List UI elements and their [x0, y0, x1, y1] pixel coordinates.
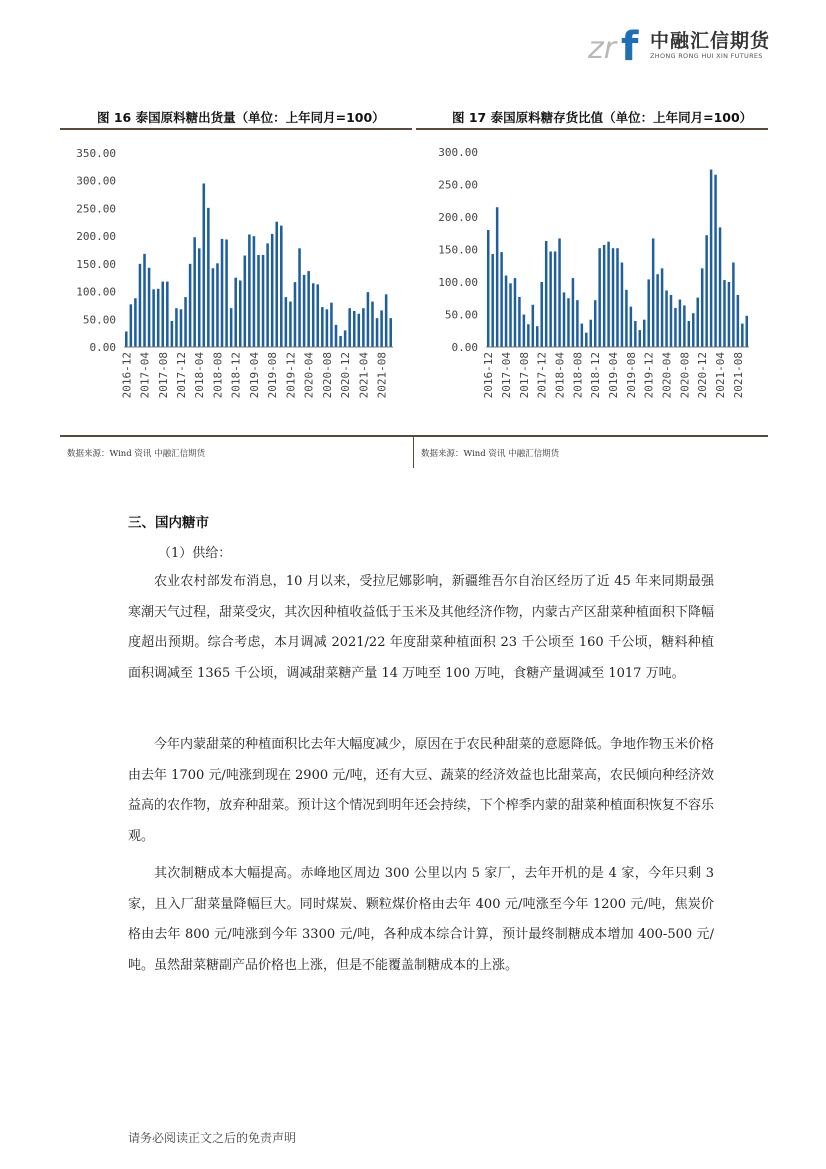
bar	[540, 282, 543, 347]
bar	[688, 321, 691, 347]
bar	[130, 304, 133, 347]
x-tick-label: 2016-12	[120, 352, 134, 399]
bar	[746, 316, 749, 347]
bar	[505, 276, 508, 348]
bar	[280, 226, 283, 347]
bar	[294, 282, 297, 347]
y-tick-label: 350.00	[76, 147, 116, 160]
bar	[625, 290, 628, 347]
x-tick-label: 2019-04	[247, 352, 261, 399]
y-tick-label: 50.00	[82, 313, 116, 327]
svg-text:f: f	[621, 24, 639, 66]
x-tick-label: 2019-08	[266, 352, 280, 399]
y-tick-label: 300.00	[76, 174, 116, 188]
bar	[549, 251, 552, 347]
bar	[321, 307, 324, 347]
bar	[157, 289, 160, 347]
chart-17-thai-raw-sugar-inventory-ratio	[418, 140, 768, 430]
y-tick-label: 250.00	[438, 178, 478, 192]
x-tick-label: 2020-04	[302, 352, 316, 399]
bar	[670, 295, 673, 347]
bar	[316, 284, 319, 347]
bar	[203, 183, 206, 347]
bar	[285, 297, 288, 347]
bar	[585, 333, 588, 347]
bar	[532, 305, 535, 347]
bar	[679, 300, 682, 347]
bar	[732, 263, 735, 348]
bar	[367, 292, 370, 347]
bar	[728, 282, 731, 347]
bar	[184, 297, 187, 347]
paragraph-2: 今年内蒙甜菜的种植面积比去年大幅度减少，原因在于农民种甜菜的意愿降低。争地作物玉米价格由去年 1700 元/吨涨到现在 2900 元/吨，还有大豆、蔬菜的经济效益也比甜菜高，农民倾向种经济效益高的农作物，放弃种甜菜。预计这个情况到明年还会持续，下个榨季内蒙的甜菜种植面积恢复不容乐观。	[128, 737, 714, 845]
x-tick-label: 2018-04	[553, 352, 567, 399]
bar	[248, 234, 251, 347]
bar	[326, 309, 329, 347]
bar	[527, 324, 530, 347]
bar	[189, 264, 192, 347]
bar	[262, 255, 265, 347]
x-tick-label: 2019-12	[642, 352, 656, 399]
bar	[234, 278, 237, 347]
y-tick-label: 250.00	[76, 202, 116, 216]
bar	[275, 222, 278, 347]
bar	[514, 278, 517, 347]
bar	[523, 315, 526, 348]
bar	[198, 248, 201, 347]
bar	[567, 298, 570, 347]
bar	[705, 235, 708, 347]
bar	[152, 289, 155, 347]
bar	[348, 308, 351, 347]
bar	[634, 321, 637, 347]
bar	[607, 242, 610, 347]
bar	[581, 324, 584, 347]
bar	[148, 268, 151, 347]
chart-source-separator	[413, 437, 414, 468]
chart-16-title-rule	[60, 128, 412, 130]
bar	[661, 268, 664, 347]
y-tick-label: 0.00	[89, 341, 116, 354]
bar	[723, 280, 726, 347]
bar	[230, 308, 233, 347]
bar	[380, 310, 383, 347]
bar	[330, 303, 333, 347]
y-tick-label: 50.00	[444, 308, 478, 322]
chart-17-title: 图 17 泰国原料糖存货比值（单位：上年同月=100）	[452, 110, 753, 125]
bar	[621, 263, 624, 348]
disclaimer-footer: 请务必阅读正文之后的免责声明	[128, 1131, 297, 1145]
bar	[683, 305, 686, 347]
logo-chinese-name: 中融汇信期货	[650, 30, 771, 52]
bar	[180, 309, 183, 347]
bar	[612, 248, 615, 347]
bar	[572, 278, 575, 347]
x-tick-label: 2021-08	[375, 352, 389, 399]
x-tick-label: 2017-04	[138, 352, 152, 399]
bar	[554, 251, 557, 347]
bar	[719, 227, 722, 347]
bar	[385, 294, 388, 347]
bar	[741, 324, 744, 347]
chart-bottom-rule	[60, 435, 768, 437]
bar	[362, 308, 365, 347]
bar	[312, 283, 315, 347]
bar	[216, 263, 219, 347]
bar	[563, 292, 566, 347]
bar	[376, 318, 379, 347]
bar	[509, 283, 512, 347]
bar	[353, 311, 356, 347]
bar	[576, 300, 579, 347]
bar	[647, 279, 650, 347]
x-tick-label: 2017-08	[156, 352, 170, 399]
bar	[696, 298, 699, 347]
bar	[598, 248, 601, 347]
bar	[139, 264, 142, 347]
chart-16-title: 图 16 泰国原料糖出货量（单位：上年同月=100）	[97, 110, 385, 125]
company-logo	[588, 20, 778, 68]
bar	[616, 248, 619, 347]
x-tick-label: 2021-08	[731, 352, 745, 399]
bar	[545, 241, 548, 347]
y-tick-label: 150.00	[438, 243, 478, 257]
bar	[710, 170, 713, 347]
bar	[244, 256, 247, 347]
bar	[212, 268, 215, 347]
svg-text:zr: zr	[588, 31, 617, 66]
x-tick-label: 2017-04	[500, 352, 514, 399]
y-tick-label: 100.00	[76, 285, 116, 299]
bar	[389, 318, 392, 347]
bar	[665, 290, 668, 347]
bar	[125, 331, 128, 347]
x-tick-label: 2018-12	[589, 352, 603, 399]
x-tick-label: 2018-12	[229, 352, 243, 399]
bar	[643, 320, 646, 347]
x-tick-label: 2021-04	[357, 352, 371, 399]
bar	[175, 308, 178, 347]
x-tick-label: 2020-12	[696, 352, 710, 399]
bar	[371, 302, 374, 347]
bar	[298, 248, 301, 347]
bar	[257, 255, 260, 347]
y-tick-label: 0.00	[451, 341, 478, 354]
zrf-logo-icon	[588, 22, 644, 66]
x-tick-label: 2020-04	[660, 352, 674, 399]
bar	[161, 282, 164, 347]
x-tick-label: 2017-12	[535, 352, 549, 399]
chart-16-thai-raw-sugar-shipments	[62, 140, 412, 430]
bar	[590, 320, 593, 347]
x-tick-label: 2019-12	[284, 352, 298, 399]
chart-17-title-rule	[416, 128, 768, 130]
bar	[674, 308, 677, 347]
x-tick-label: 2020-08	[678, 352, 692, 399]
bar	[487, 230, 490, 347]
bar	[339, 336, 342, 347]
bar	[266, 243, 269, 347]
x-tick-label: 2018-08	[211, 352, 225, 399]
x-tick-label: 2021-04	[714, 352, 728, 399]
chart-16-source: 数据来源：Wind 资讯 中融汇信期货	[67, 449, 206, 459]
bar	[303, 275, 306, 347]
bar	[639, 330, 642, 347]
bar	[166, 282, 169, 347]
x-tick-label: 2016-12	[482, 352, 496, 399]
bar	[558, 238, 561, 347]
bar	[225, 239, 228, 347]
x-tick-label: 2019-04	[607, 352, 621, 399]
x-tick-label: 2019-08	[624, 352, 638, 399]
x-tick-label: 2018-04	[193, 352, 207, 399]
bar	[594, 300, 597, 347]
bar	[692, 313, 695, 347]
bar	[496, 207, 499, 347]
bar	[143, 254, 146, 347]
bar	[500, 252, 503, 347]
x-tick-label: 2017-12	[174, 352, 188, 399]
y-tick-label: 300.00	[438, 146, 478, 159]
y-tick-label: 150.00	[76, 257, 116, 271]
bar	[171, 321, 174, 347]
bar	[714, 175, 717, 347]
bar	[335, 325, 338, 347]
paragraph-1: 农业农村部发布消息，10 月以来，受拉尼娜影响，新疆维吾尔自治区经历了近 45 年来同期最强寒潮天气过程，甜菜受灾，其次因种植收益低于玉米及其他经济作物，内蒙古产区甜菜种植面积下降幅度超出预期。综合考虑，本月调减 2021/22 年度甜菜种植面积 23 千公顷至 160 千公顷，糖料种植面积调减至 1365 千公顷，调减甜菜糖产量 14 万吨至 100 万吨，食糖产量调减至 1017 万吨。	[128, 574, 714, 682]
x-tick-label: 2020-08	[320, 352, 334, 399]
bar	[307, 271, 310, 347]
bar	[289, 302, 292, 347]
bar	[221, 239, 224, 347]
bar	[536, 326, 539, 347]
bar	[518, 297, 521, 347]
y-tick-label: 100.00	[438, 276, 478, 289]
bar	[701, 268, 704, 347]
paragraph-3: 其次制糖成本大幅提高。赤峰地区周边 300 公里以内 5 家厂，去年开机的是 4 家，今年只剩 3 家，且入厂甜菜量降幅巨大。同时煤炭、颗粒煤价格由去年 400 元/吨涨至今年 1200 元/吨，焦炭价格由去年 800 元/吨涨到今年 3300 元/吨，各种成本综合计算，预计最终制糖成本增加 400-500 元/吨。虽然甜菜糖副产品价格也上涨，但是不能覆盖制糖成本的上涨。	[128, 866, 714, 974]
section-title: 三、国内糖市	[128, 515, 209, 531]
logo-english-name: ZHONG RONG HUI XIN FUTURES	[650, 52, 763, 60]
bar	[656, 274, 659, 347]
bar	[491, 254, 494, 347]
x-tick-label: 2018-08	[571, 352, 585, 399]
bar	[603, 245, 606, 347]
bar	[737, 295, 740, 347]
bar	[630, 307, 633, 347]
bar	[193, 237, 196, 347]
bar	[239, 280, 242, 347]
sub-heading-supply: （1）供给：	[158, 546, 232, 561]
chart-17-source: 数据来源：Wind 资讯 中融汇信期货	[421, 449, 560, 459]
bar	[358, 314, 361, 347]
x-tick-label: 2017-08	[517, 352, 531, 399]
bar	[344, 330, 347, 347]
bar	[652, 238, 655, 347]
y-tick-label: 200.00	[76, 230, 116, 244]
bar	[207, 208, 210, 347]
bar	[271, 234, 274, 347]
y-tick-label: 200.00	[438, 211, 478, 224]
bar	[134, 298, 137, 347]
x-tick-label: 2020-12	[339, 352, 353, 399]
bar	[253, 236, 256, 347]
